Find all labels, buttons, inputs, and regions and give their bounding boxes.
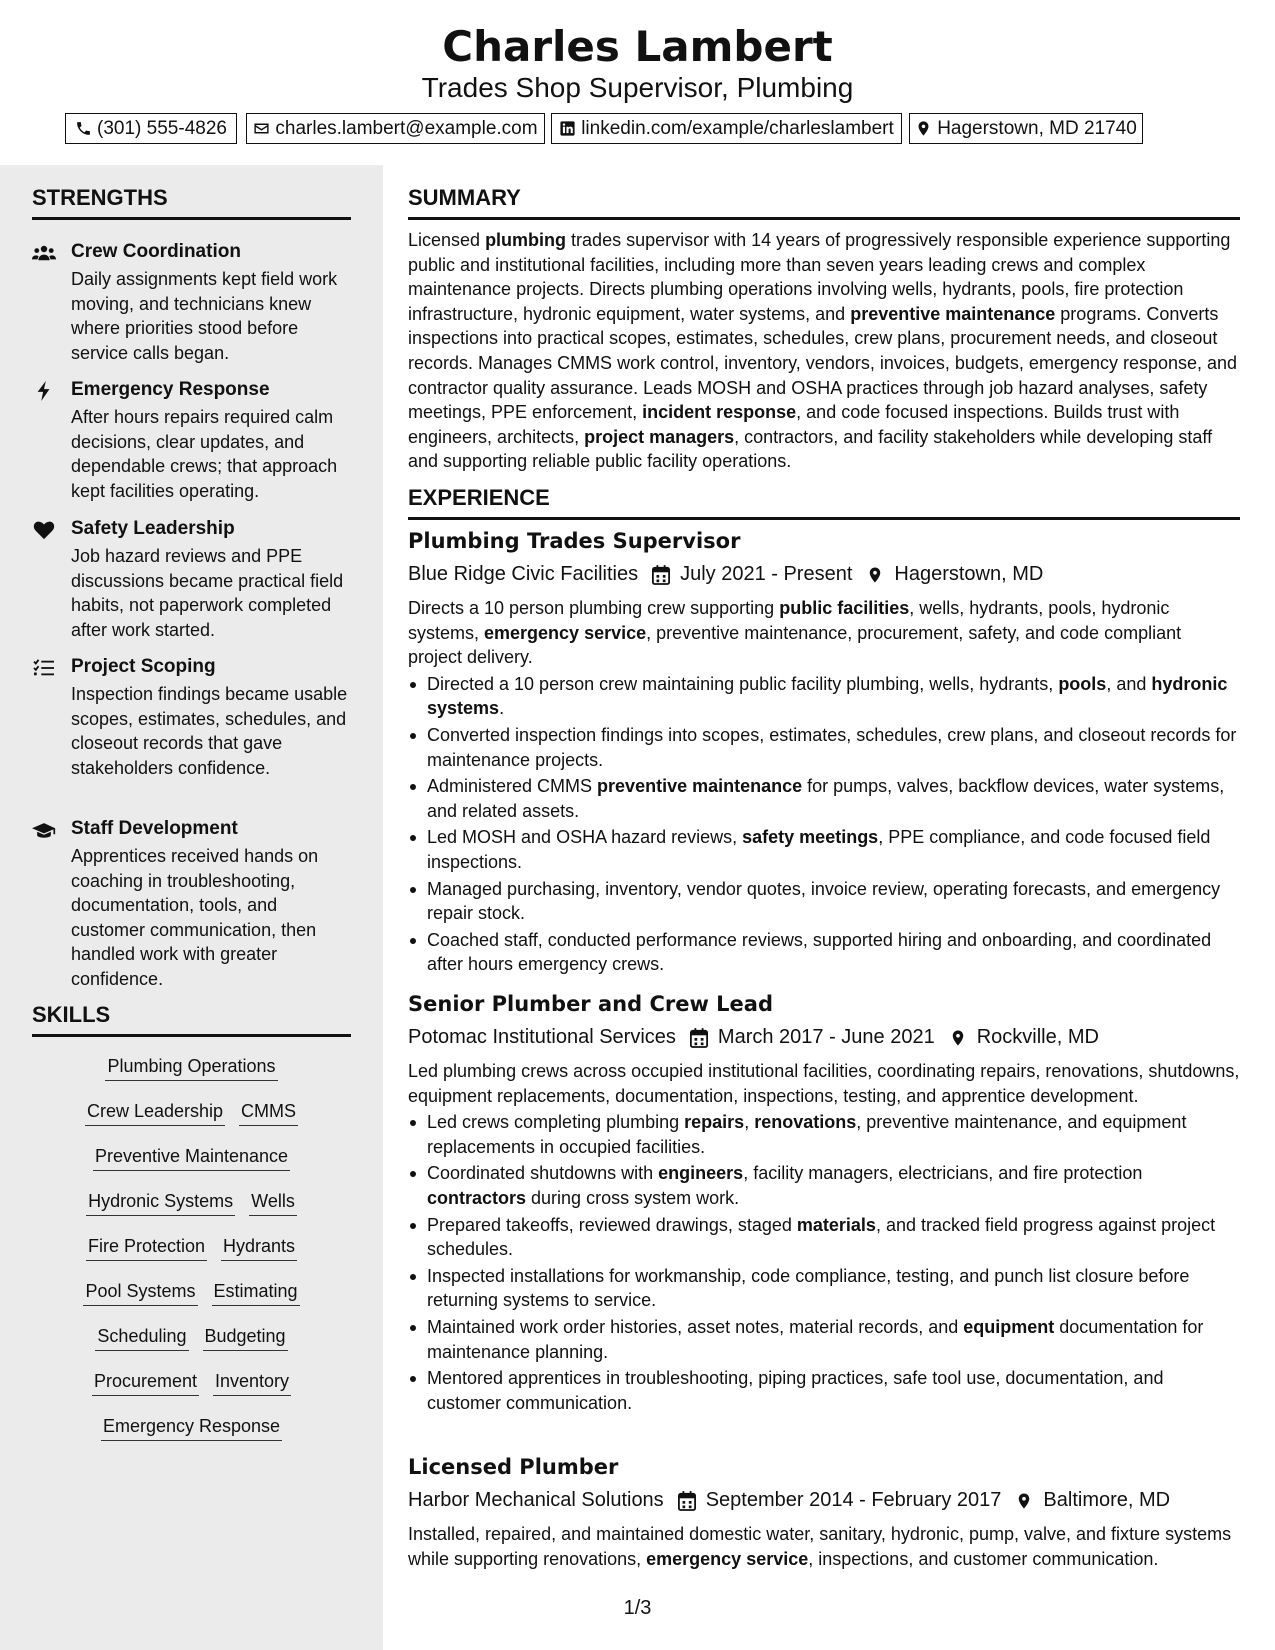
skill-tag: Scheduling <box>95 1326 188 1351</box>
skill-tag: CMMS <box>239 1101 298 1126</box>
skill-tag: Procurement <box>92 1371 199 1396</box>
skill-tag: Wells <box>249 1191 297 1216</box>
skill-tag: Pool Systems <box>83 1281 197 1306</box>
job-bullets <box>408 672 1240 977</box>
strength-title: Project Scoping <box>71 656 216 677</box>
strength-title: Emergency Response <box>71 379 270 400</box>
job-entry <box>408 529 1240 979</box>
map-pin-icon <box>1015 1491 1033 1511</box>
map-pin-icon <box>915 120 932 137</box>
job-bullet: Administered CMMS preventive maintenance for pumps, valves, backflow devices, water systems, and related assets. <box>408 774 1240 823</box>
strength-desc: Apprentices received hands on coaching in troubleshooting, documentation, tools, and customer communication, then handled work with greater confidence. <box>71 846 319 989</box>
job-meta <box>408 563 1240 586</box>
map-pin-icon <box>949 1028 967 1048</box>
strength-desc: Daily assignments kept field work moving, and technicians knew where priorities stood before service calls began. <box>71 269 338 363</box>
job-dates: March 2017 - June 2021 <box>717 1026 935 1048</box>
skills-row <box>32 1101 351 1126</box>
phone-icon <box>75 120 92 137</box>
heart-icon <box>32 520 56 540</box>
skills-section <box>32 1002 351 1502</box>
job-bullet: Maintained work order histories, asset notes, material records, and equipment documentation for maintenance planning. <box>408 1315 1240 1364</box>
strengths-section <box>32 185 351 989</box>
job-title: Licensed Plumber <box>408 1455 619 1479</box>
job-entry <box>408 992 1240 1417</box>
job-bullet: Directed a 10 person crew maintaining public facility plumbing, wells, hydrants, pools, and hydronic systems. <box>408 672 1240 721</box>
skill-tag: Preventive Maintenance <box>93 1146 290 1171</box>
job-bullet: Prepared takeoffs, reviewed drawings, staged materials, and tracked field progress against project schedules. <box>408 1213 1240 1262</box>
lightning-bolt-icon <box>32 381 56 401</box>
summary-text: Licensed plumbing trades supervisor with 14 years of progressively responsible experience supporting public and institutional facilities, including more than seven years leading crews and complex maintenance projects. Directs plumbing operations involving wells, hydrants, pools, fire protection infrastructure, hydronic equipment, water systems, and preventive maintenance programs. Converts inspections into practical scopes, estimates, schedules, crew plans, procurement needs, and closeout records. Manages CMMS work control, inventory, vendors, invoices, budgets, emergency response, and contractor quality assurance. Leads MOSH and OSHA practices through job hazard analyses, safety meetings, PPE enforcement, incident response, and code focused inspections. Builds trust with engineers, architects, project managers, contractors, and facility stakeholders while developing staff and supporting reliable public facility operations. <box>408 230 1238 472</box>
contact-email[interactable] <box>246 113 545 144</box>
job-summary: Directs a 10 person plumbing crew supporting public facilities, wells, hydrants, pools, hydronic systems, emergency service, preventive maintenance, procurement, safety, and code compliant project delivery. <box>408 598 1182 668</box>
skill-tag: Budgeting <box>203 1326 288 1351</box>
strengths-heading: STRENGTHS <box>32 185 351 220</box>
skill-tag: Hydronic Systems <box>86 1191 235 1216</box>
skills-row <box>32 1056 351 1081</box>
strength-title: Crew Coordination <box>71 241 241 262</box>
skills-row <box>32 1281 351 1306</box>
linkedin-icon <box>559 120 576 137</box>
job-summary: Installed, repaired, and maintained domestic water, sanitary, hydronic, pump, valve, and fixture systems while supporting renovations, emergency service, inspections, and customer communication. <box>408 1524 1232 1569</box>
strength-title: Staff Development <box>71 818 238 839</box>
strength-title: Safety Leadership <box>71 518 235 539</box>
job-bullet: Managed purchasing, inventory, vendor quotes, invoice review, operating forecasts, and emergency repair stock. <box>408 877 1240 926</box>
job-entry <box>408 1455 1240 1571</box>
skill-tag: Estimating <box>212 1281 300 1306</box>
job-company: Harbor Mechanical Solutions <box>408 1489 664 1511</box>
skills-heading: SKILLS <box>32 1002 351 1037</box>
job-meta <box>408 1489 1240 1512</box>
job-location: Hagerstown, MD <box>894 563 1044 585</box>
strength-desc: Inspection findings became usable scopes, estimates, schedules, and closeout records that gave stakeholders confidence. <box>71 684 348 778</box>
contact-phone-text: (301) 555-4826 <box>97 117 227 139</box>
summary-section <box>408 185 1240 474</box>
contact-linkedin[interactable] <box>551 113 902 144</box>
strength-desc: Job hazard reviews and PPE discussions became practical field habits, not paperwork completed after work started. <box>71 546 344 640</box>
users-icon <box>32 243 56 263</box>
job-bullets <box>408 1110 1240 1415</box>
job-bullet: Inspected installations for workmanship, code compliance, testing, and punch list closure before returning systems to service. <box>408 1264 1240 1313</box>
skills-row <box>32 1416 351 1441</box>
contact-linkedin-text: linkedin.com/example/charleslambert <box>581 117 894 139</box>
job-meta <box>408 1026 1240 1049</box>
job-bullet: Converted inspection findings into scopes, estimates, schedules, crew plans, and closeout records for maintenance projects. <box>408 723 1240 772</box>
map-pin-icon <box>866 565 884 585</box>
experience-section <box>408 485 1240 1569</box>
job-company: Blue Ridge Civic Facilities <box>408 563 639 585</box>
skill-tag: Hydrants <box>221 1236 297 1261</box>
job-location: Baltimore, MD <box>1043 1489 1171 1511</box>
skills-row <box>32 1191 351 1216</box>
skills-row <box>32 1326 351 1351</box>
job-title: Plumbing Trades Supervisor <box>408 529 741 553</box>
skills-row <box>32 1371 351 1396</box>
envelope-icon <box>253 120 270 137</box>
page-number: 1/3 <box>623 1597 652 1619</box>
strength-desc: After hours repairs required calm decisions, clear updates, and dependable crews; that approach kept facilities operating. <box>71 407 338 501</box>
job-dates: September 2014 - February 2017 <box>705 1489 1002 1511</box>
calendar-icon <box>652 565 670 585</box>
skill-tag: Crew Leadership <box>85 1101 225 1126</box>
contact-location <box>909 113 1143 144</box>
summary-heading: SUMMARY <box>408 185 1240 220</box>
skill-tag: Emergency Response <box>101 1416 282 1441</box>
job-bullet: Coached staff, conducted performance reviews, supported hiring and onboarding, and coordinated after hours emergency crews. <box>408 928 1240 977</box>
checklist-icon <box>32 658 56 678</box>
sidebar <box>0 165 383 1650</box>
job-summary: Led plumbing crews across occupied institutional facilities, coordinating repairs, renovations, shutdowns, equipment replacements, documentation, inspections, testing, and apprentice development. <box>408 1061 1240 1106</box>
job-location: Rockville, MD <box>976 1026 1099 1048</box>
graduation-cap-icon <box>32 820 56 840</box>
job-company: Potomac Institutional Services <box>408 1026 676 1048</box>
job-bullet: Led MOSH and OSHA hazard reviews, safety meetings, PPE compliance, and code focused field inspections. <box>408 825 1240 874</box>
candidate-name: Charles Lambert <box>442 22 833 71</box>
contact-phone[interactable] <box>65 113 237 144</box>
calendar-icon <box>678 1491 696 1511</box>
skill-tag: Fire Protection <box>86 1236 207 1261</box>
calendar-icon <box>690 1028 708 1048</box>
skills-row <box>32 1236 351 1261</box>
job-dates: July 2021 - Present <box>680 563 853 585</box>
candidate-title: Trades Shop Supervisor, Plumbing <box>421 72 854 103</box>
contact-email-text: charles.lambert@example.com <box>275 117 538 139</box>
skill-tag: Inventory <box>213 1371 291 1396</box>
job-bullet: Coordinated shutdowns with engineers, facility managers, electricians, and fire protection contractors during cross system work. <box>408 1161 1240 1210</box>
job-bullet: Led crews completing plumbing repairs, renovations, preventive maintenance, and equipment replacements in occupied facilities. <box>408 1110 1240 1159</box>
experience-heading: EXPERIENCE <box>408 485 1240 520</box>
skill-tag: Plumbing Operations <box>105 1056 277 1081</box>
contact-location-text: Hagerstown, MD 21740 <box>937 117 1137 139</box>
job-title: Senior Plumber and Crew Lead <box>408 992 773 1016</box>
skills-row <box>32 1146 351 1171</box>
resume-header <box>0 0 1275 165</box>
job-bullet: Mentored apprentices in troubleshooting, piping practices, safe tool use, documentation, and customer communication. <box>408 1366 1240 1415</box>
